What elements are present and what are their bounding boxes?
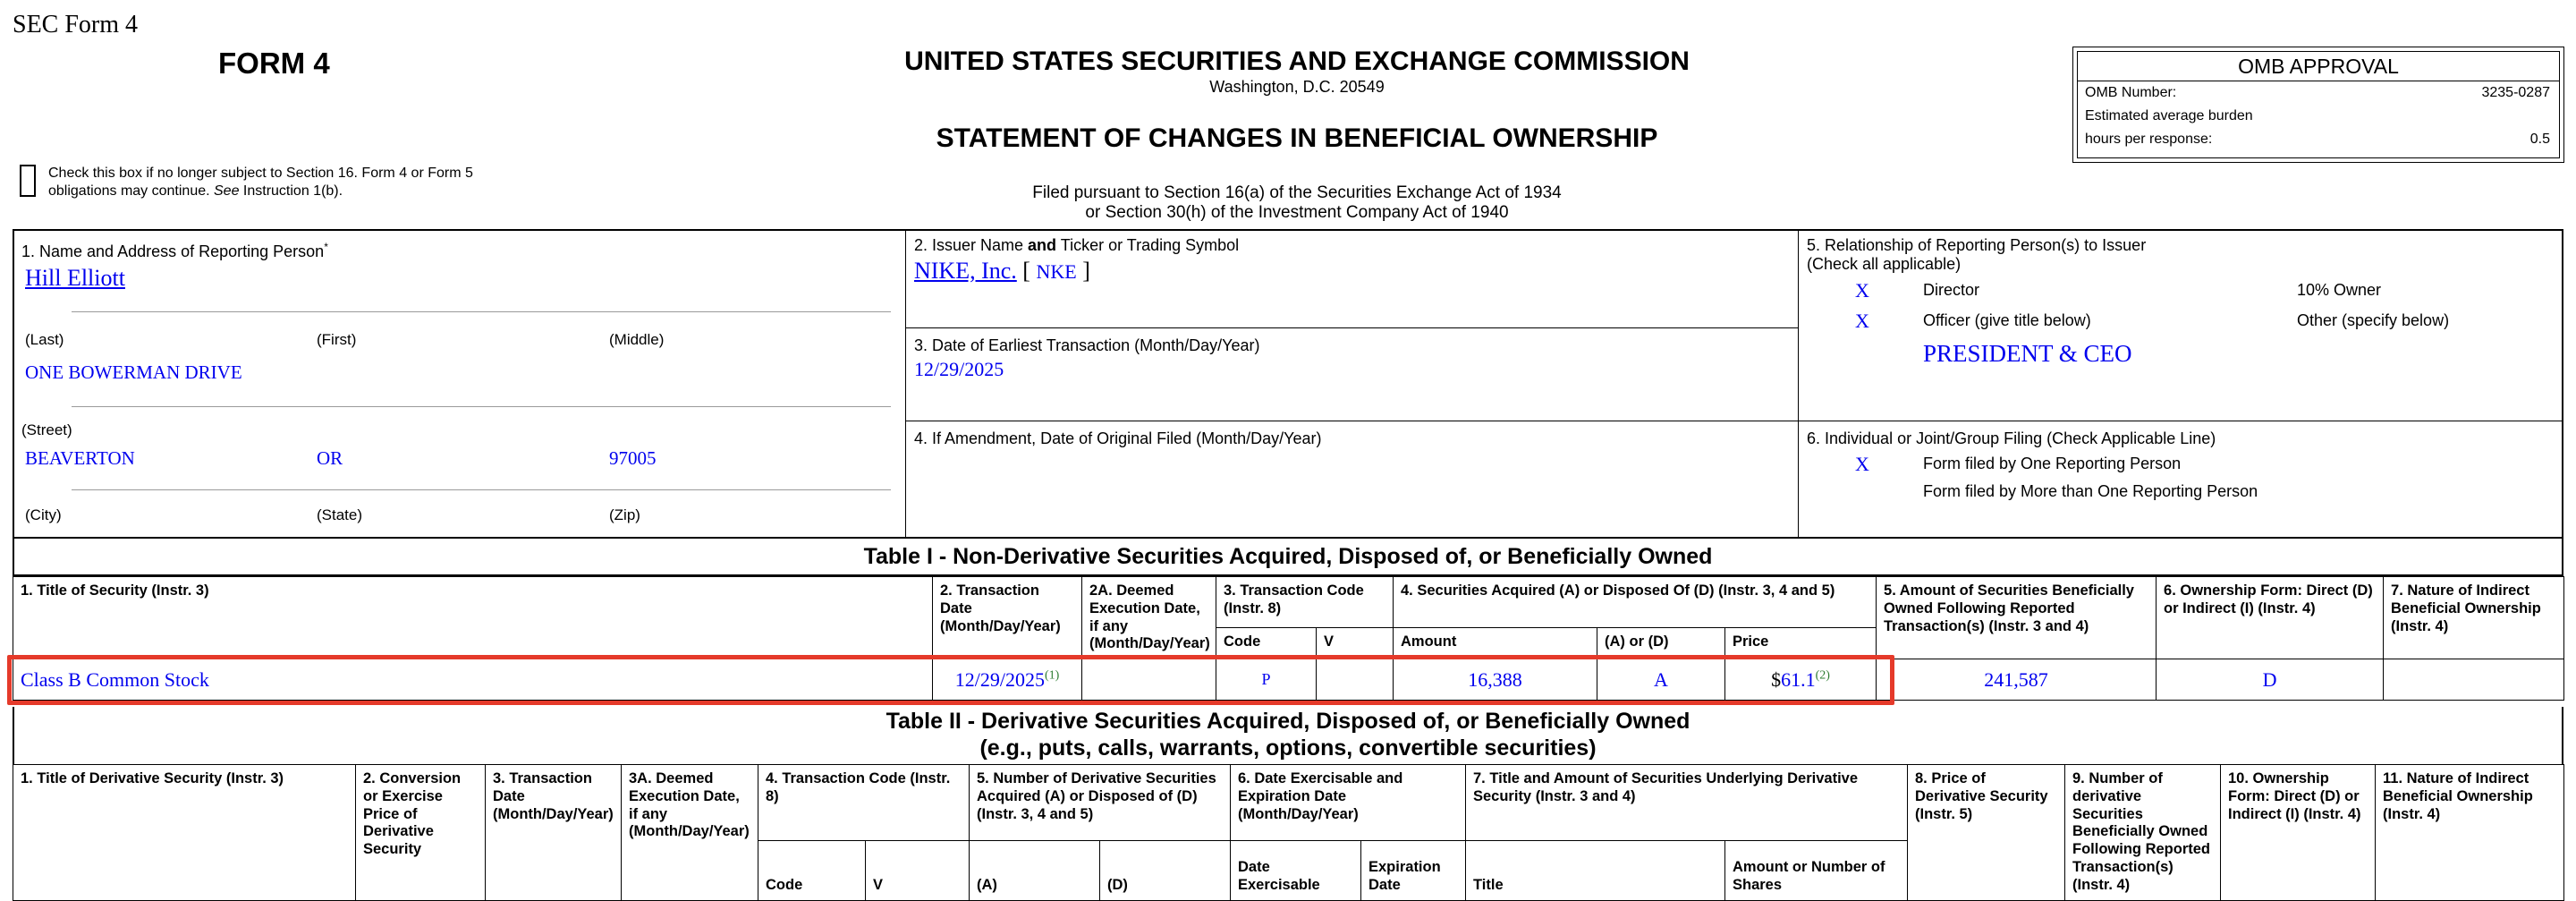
t1-v-header: V bbox=[1317, 628, 1394, 659]
filed-pursuant-line2: or Section 30(h) of the Investment Company Act of 1940 bbox=[1085, 202, 1509, 222]
t2-col7-header: 7. Title and Amount of Securities Underlying Derivative Security (Instr. 3 and 4) bbox=[1466, 765, 1908, 841]
amount: 16,388 bbox=[1394, 659, 1597, 701]
omb-hours-value: 0.5 bbox=[2529, 132, 2550, 147]
middle-label: (Middle) bbox=[609, 331, 665, 348]
t1-col3-header: 3. Transaction Code (Instr. 8) bbox=[1216, 577, 1394, 628]
t2-d-header: (D) bbox=[1100, 840, 1231, 900]
t2-expiration-header: Expiration Date bbox=[1361, 840, 1466, 900]
t2-col8-header: 8. Price of Derivative Security (Instr. 5) bbox=[1908, 765, 2065, 901]
section16-line1: Check this box if no longer subject to Section 16. Form 4 or Form 5 bbox=[48, 166, 473, 181]
city-value: BEAVERTON bbox=[25, 447, 135, 469]
omb-approval-box bbox=[2072, 47, 2564, 163]
more-persons-label: Form filed by More than One Reporting Person bbox=[1923, 482, 2258, 500]
director-mark[interactable]: X bbox=[1855, 279, 1869, 302]
t1-aord-header: (A) or (D) bbox=[1597, 628, 1725, 659]
officer-mark[interactable]: X bbox=[1855, 310, 1869, 332]
t1-col2a-header: 2A. Deemed Execution Date, if any (Month/Day/Year) bbox=[1082, 577, 1216, 659]
last-label: (Last) bbox=[25, 331, 64, 348]
transaction-code-link[interactable]: P bbox=[1216, 659, 1317, 701]
city-label: (City) bbox=[25, 506, 62, 523]
security-title: Class B Common Stock bbox=[13, 659, 933, 701]
omb-hours-label: hours per response: bbox=[2085, 132, 2213, 147]
officer-label: Officer (give title below) bbox=[1923, 311, 2091, 329]
t1-col6-header: 6. Ownership Form: Direct (D) or Indirect (I) (Instr. 4) bbox=[2157, 577, 2384, 659]
ticker-bracket-open: [ bbox=[1022, 258, 1030, 284]
earliest-transaction-date: 12/29/2025 bbox=[914, 358, 1004, 380]
t1-amount-header: Amount bbox=[1394, 628, 1597, 659]
box3-label: 3. Date of Earliest Transaction (Month/Day/Year) bbox=[914, 336, 1260, 354]
t2-exercisable-header: Date Exercisable bbox=[1231, 840, 1361, 900]
t2-code-header: Code bbox=[758, 840, 866, 900]
table2-title-line2: (e.g., puts, calls, warrants, options, convertible securities) bbox=[979, 735, 1597, 761]
t1-col2-header: 2. Transaction Date (Month/Day/Year) bbox=[933, 577, 1082, 659]
statement-title: STATEMENT OF CHANGES IN BENEFICIAL OWNERSHIP bbox=[936, 123, 1658, 153]
owned-following: 241,587 bbox=[1877, 659, 2157, 701]
t2-col2-header: 2. Conversion or Exercise Price of Derivative Security bbox=[356, 765, 486, 901]
footnote-1-link[interactable]: (1) bbox=[1044, 668, 1060, 683]
t1-price-header: Price bbox=[1725, 628, 1877, 659]
t2-col4-header: 4. Transaction Code (Instr. 8) bbox=[758, 765, 970, 841]
filed-pursuant-line1: Filed pursuant to Section 16(a) of the Securities Exchange Act of 1934 bbox=[1032, 183, 1562, 202]
t2-title-header: Title bbox=[1466, 840, 1725, 900]
box2-label: 2. Issuer Name and Ticker or Trading Symbol bbox=[914, 236, 1240, 254]
filed-pursuant bbox=[805, 183, 1789, 223]
t1-code-header: Code bbox=[1216, 628, 1317, 659]
one-person-label: Form filed by One Reporting Person bbox=[1923, 455, 2182, 472]
page-label: SEC Form 4 bbox=[13, 11, 139, 38]
transaction-date: 12/29/2025$^{(1)}$ bbox=[933, 659, 1082, 701]
box5-label-line1: 5. Relationship of Reporting Person(s) to Issuer bbox=[1807, 236, 2147, 254]
table1-title-bar bbox=[13, 539, 2563, 576]
table2 bbox=[13, 764, 2564, 901]
box4-label: 4. If Amendment, Date of Original Filed (Month/Day/Year) bbox=[914, 429, 1322, 447]
t2-col3-header: 3. Transaction Date (Month/Day/Year) bbox=[486, 765, 622, 901]
officer-title: PRESIDENT & CEO bbox=[1923, 340, 2132, 367]
section16-checkbox[interactable] bbox=[20, 165, 36, 197]
table2-title-line1: Table II - Derivative Securities Acquired, Disposed of, or Beneficially Owned bbox=[886, 709, 1690, 734]
box1-label: 1. Name and Address of Reporting Person* bbox=[21, 241, 328, 260]
price: $61.1$^{(2)}$ bbox=[1725, 659, 1877, 701]
agency-location: Washington, D.C. 20549 bbox=[1209, 78, 1385, 96]
t1-col5-header: 5. Amount of Securities Beneficially Owned Following Reported Transaction(s) (Instr. 3 and 4) bbox=[1877, 577, 2157, 659]
omb-number-value: 3235-0287 bbox=[2481, 85, 2550, 100]
t2-col5-header: 5. Number of Derivative Securities Acquired (A) or Disposed of (D) (Instr. 3, 4 and 5) bbox=[970, 765, 1231, 841]
t2-col9-header: 9. Number of derivative Securities Beneficially Owned Following Reported Transaction(s) (Instr. 4) bbox=[2065, 765, 2221, 901]
t2-col6-header: 6. Date Exercisable and Expiration Date (Month/Day/Year) bbox=[1231, 765, 1466, 841]
omb-title: OMB APPROVAL bbox=[2078, 52, 2559, 81]
zip-value: 97005 bbox=[609, 447, 657, 469]
one-person-mark[interactable]: X bbox=[1855, 453, 1869, 475]
t2-v-header: V bbox=[866, 840, 970, 900]
ticker-link[interactable]: NKE bbox=[1036, 260, 1077, 283]
t2-col10-header: 10. Ownership Form: Direct (D) or Indirect (I) (Instr. 4) bbox=[2221, 765, 2376, 901]
reporting-person-name-link[interactable]: Hill Elliott bbox=[25, 265, 125, 291]
t1-col4-header: 4. Securities Acquired (A) or Disposed Of (D) (Instr. 3, 4 and 5) bbox=[1394, 577, 1877, 628]
t2-col1-header: 1. Title of Derivative Security (Instr. 3) bbox=[13, 765, 356, 901]
state-label: (State) bbox=[317, 506, 363, 523]
omb-burden-label: Estimated average burden bbox=[2085, 108, 2253, 123]
ownership-form: D bbox=[2157, 659, 2384, 701]
a-or-d: A bbox=[1597, 659, 1725, 701]
form-title: FORM 4 bbox=[218, 47, 330, 80]
issuer-line bbox=[914, 258, 1090, 285]
zip-label: (Zip) bbox=[609, 506, 640, 523]
t1-col1-header: 1. Title of Security (Instr. 3) bbox=[13, 577, 933, 659]
section16-line2: obligations may continue. See Instruction 1(b). bbox=[48, 183, 343, 199]
box5-label-line2: (Check all applicable) bbox=[1807, 255, 1962, 273]
ticker-bracket-close: ] bbox=[1082, 258, 1090, 284]
t2-col3a-header: 3A. Deemed Execution Date, if any (Month/Day/Year) bbox=[622, 765, 758, 901]
t2-a-header: (A) bbox=[970, 840, 1100, 900]
table2-title-bar bbox=[13, 707, 2563, 764]
t1-col7-header: 7. Nature of Indirect Beneficial Ownership (Instr. 4) bbox=[2384, 577, 2564, 659]
street-label: (Street) bbox=[21, 421, 72, 438]
director-label: Director bbox=[1923, 281, 1980, 299]
first-label: (First) bbox=[317, 331, 357, 348]
box6-label: 6. Individual or Joint/Group Filing (Check Applicable Line) bbox=[1807, 429, 2216, 447]
omb-number-label: OMB Number: bbox=[2085, 85, 2177, 100]
agency-header bbox=[805, 47, 1789, 97]
indirect-nature bbox=[2384, 659, 2564, 701]
highlight-box bbox=[7, 655, 1894, 705]
section16-text bbox=[48, 165, 473, 200]
t2-col11-header: 11. Nature of Indirect Beneficial Ownership (Instr. 4) bbox=[2376, 765, 2564, 901]
street-value: ONE BOWERMAN DRIVE bbox=[25, 361, 242, 383]
table1-title: Table I - Non-Derivative Securities Acquired, Disposed of, or Beneficially Owned bbox=[863, 544, 1713, 569]
issuer-name-link[interactable]: NIKE, Inc. bbox=[914, 258, 1017, 284]
ten-pct-owner-label: 10% Owner bbox=[2297, 281, 2382, 299]
t2-amount-shares-header: Amount or Number of Shares bbox=[1725, 840, 1908, 900]
state-value: OR bbox=[317, 447, 343, 469]
other-label: Other (specify below) bbox=[2297, 311, 2450, 329]
footnote-2-link[interactable]: (2) bbox=[1815, 668, 1830, 683]
agency-name: UNITED STATES SECURITIES AND EXCHANGE COMMISSION bbox=[904, 47, 1690, 76]
